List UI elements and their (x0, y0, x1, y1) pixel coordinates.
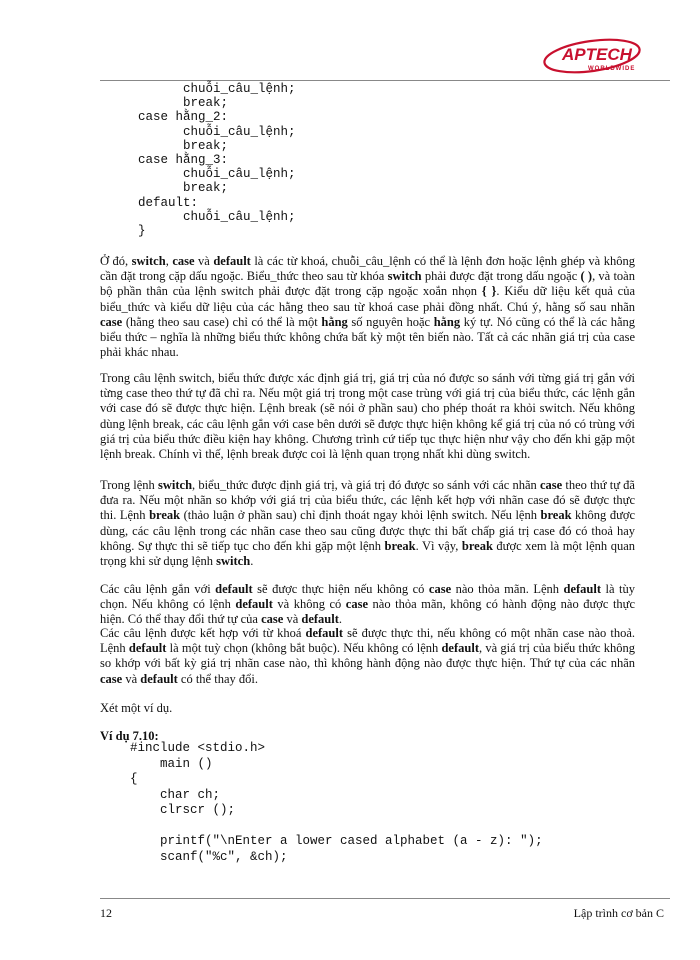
text-run: case (345, 597, 369, 612)
paragraph-default-alt (100, 626, 635, 687)
text-run: switch (158, 478, 193, 492)
text-run: số nguyên hoặc (347, 314, 434, 329)
switch-syntax-code: chuỗi_câu_lệnh; break; case hằng_2: chuỗi_câu_lệnh; break; case hằng_3: chuỗi_câu_lệnh; break; default: chuỗi_câu_lệnh; } (138, 82, 296, 239)
text-run: break (384, 538, 416, 553)
text-run: break (461, 538, 493, 553)
example-code: #include <stdio.h> main () { char ch; clrscr (); printf("\nEnter a lower cased alphabet (a - z): "); scanf("%c", &ch); (130, 741, 543, 864)
paragraph-switch-evaluation-alt (100, 478, 635, 569)
text-run: và (122, 671, 141, 686)
text-run: nào thỏa mãn. Lệnh (451, 582, 564, 596)
text-run: . (250, 554, 254, 569)
paragraph-switch-evaluation (100, 371, 635, 462)
text-run: case (539, 478, 563, 492)
text-run: Trong câu lệnh switch, biểu thức được xác định giá trị, giá trị của nó được so sánh với từng giá trị gắn với từng case theo thứ tự đã chỉ ra. Nếu một giá trị trong một case trùng với giá trị của biểu thức, các lệnh gắn với case đó sẽ được thực hiện. Lệnh break (sẽ nói ở phần sau) cho phép thoát ra khỏi switch. Nếu không dùng lệnh break, các câu lệnh gắn với case bên dưới sẽ được thực hiện không kể giá trị của nó có trùng với giá trị của biểu thức điều kiện hay không. Chương trình cứ tiếp tục thực hiện như vậy cho đến khi gặp một lệnh break. Chính vì thế, lệnh break được coi là lệnh quan trọng nhất khi dùng switch. (100, 371, 635, 462)
text-run: và (194, 254, 214, 268)
text-run: , và toàn bộ phần thân của lệnh switch phải được đặt trong cặp ngoặc xoắn nhọn (100, 269, 635, 299)
text-run: , biểu_thức được định giá trị, và giá trị đó được so sánh với các nhãn (192, 478, 540, 492)
text-run: , và giá trị của biểu thức không so khớp với bất kỳ giá trị nhãn case nào, thì không hành động nào được thực hiện. Thứ tự của các nhãn (100, 641, 636, 671)
text-run: . Kiểu dữ liệu kết quả của biểu_thức và kiểu dữ liệu của các hằng theo sau từ khoá case phải đồng nhất. Chú ý, hằng số sau nhãn (100, 284, 636, 314)
text-run: { } (481, 284, 497, 299)
text-run: default (215, 582, 253, 596)
text-run: switch (216, 554, 251, 569)
text-run: sẽ được thực hiện nếu không có (252, 582, 429, 596)
footer-divider (100, 898, 670, 899)
text-run: (thảo luận ở phần sau) chỉ định thoát ngay khỏi lệnh switch. Nếu lệnh (180, 508, 541, 523)
text-run: theo thứ tự đã đưa ra. Nếu một nhãn so khớp với giá trị của biểu thức, các lệnh kết hợp với nhãn case đó sẽ được thực thi. Lệnh (100, 478, 635, 523)
text-run: break (540, 508, 572, 523)
text-run: default (305, 626, 343, 640)
example-heading: Ví dụ 7.10: (100, 729, 159, 743)
text-run: phải được đặt trong dấu ngoặc (421, 269, 581, 284)
text-run: Xét một ví dụ. (100, 701, 173, 715)
text-run: là tùy chọn. Nếu không có lệnh (100, 582, 636, 612)
text-run: nào thỏa mãn, không có hành động nào được thực hiện. Có thể thay đổi thứ tự của (100, 597, 635, 627)
text-run: là các từ khoá, chuỗi_câu_lệnh có thể là lệnh đơn hoặc lệnh ghép và không cần đặt trong cặp dấu ngoặc. Biểu_thức theo sau từ khóa (100, 254, 635, 284)
paragraph-example-intro (100, 701, 635, 716)
text-run: case (261, 612, 284, 627)
svg-text:APTECH: APTECH (562, 45, 632, 64)
text-run: sẽ được thực thi, nếu không có một nhãn case nào thoả. Lệnh (100, 626, 635, 656)
aptech-logo-icon (540, 36, 680, 76)
text-run: hằng (433, 314, 461, 329)
text-run: case (428, 582, 452, 596)
text-run: default (140, 671, 178, 686)
text-run: là một tuỳ chọn (không bắt buộc). Nếu không có lệnh (166, 641, 442, 656)
text-run: default (213, 254, 251, 268)
text-run: và không có (272, 597, 346, 612)
text-run: Ở đó, (100, 254, 132, 268)
book-title: Lập trình cơ bản C (573, 906, 664, 920)
text-run: không được dùng, các câu lệnh trong các nhãn case theo sau cũng được thực thi bất chấp giá trị case đó có thoả hay không. Sự thực thi sẽ tiếp tục cho đến khi gặp một lệnh (100, 508, 636, 553)
paragraph-default (100, 582, 635, 628)
text-run: Các câu lệnh gắn với (100, 582, 216, 596)
text-run: . (338, 612, 342, 627)
text-run: được xem là một lệnh quan trọng khi sử dụng lệnh (100, 538, 635, 569)
text-run: default (441, 641, 479, 656)
page-number: 12 (100, 906, 112, 920)
text-run: ký tự. Nó cũng có thể là các hằng biểu thức – nghĩa là những biểu thức không chứa bất kỳ một tên biến nào. Tất cả các nhãn giá trị của case phải khác nhau. (100, 314, 636, 360)
text-run: case (100, 671, 123, 686)
text-run: (hằng theo sau case) chỉ có thể là một (122, 314, 322, 329)
text-run: case (100, 314, 123, 329)
text-run: và (283, 612, 302, 627)
text-run: Các câu lệnh được kết hợp với từ khoá (100, 626, 306, 640)
text-run: . Vì vậy, (415, 538, 462, 553)
text-run: switch (131, 254, 166, 268)
text-run: ( ) (580, 269, 593, 284)
text-run: Trong lệnh (100, 478, 158, 492)
text-run: default (301, 612, 339, 627)
text-run: default (563, 582, 602, 596)
paragraph-switch-keywords (100, 254, 635, 360)
text-run: default (128, 641, 167, 656)
text-run: switch (387, 269, 422, 284)
svg-text:WORLDWIDE: WORLDWIDE (588, 66, 636, 72)
text-run: hằng (321, 314, 348, 329)
aptech-logo (540, 36, 680, 76)
text-run: break (149, 508, 181, 523)
text-run: default (235, 597, 273, 612)
header-divider (100, 80, 670, 81)
text-run: case (172, 254, 195, 268)
text-run: có thể thay đổi. (177, 671, 258, 686)
text-run: , (165, 254, 173, 268)
